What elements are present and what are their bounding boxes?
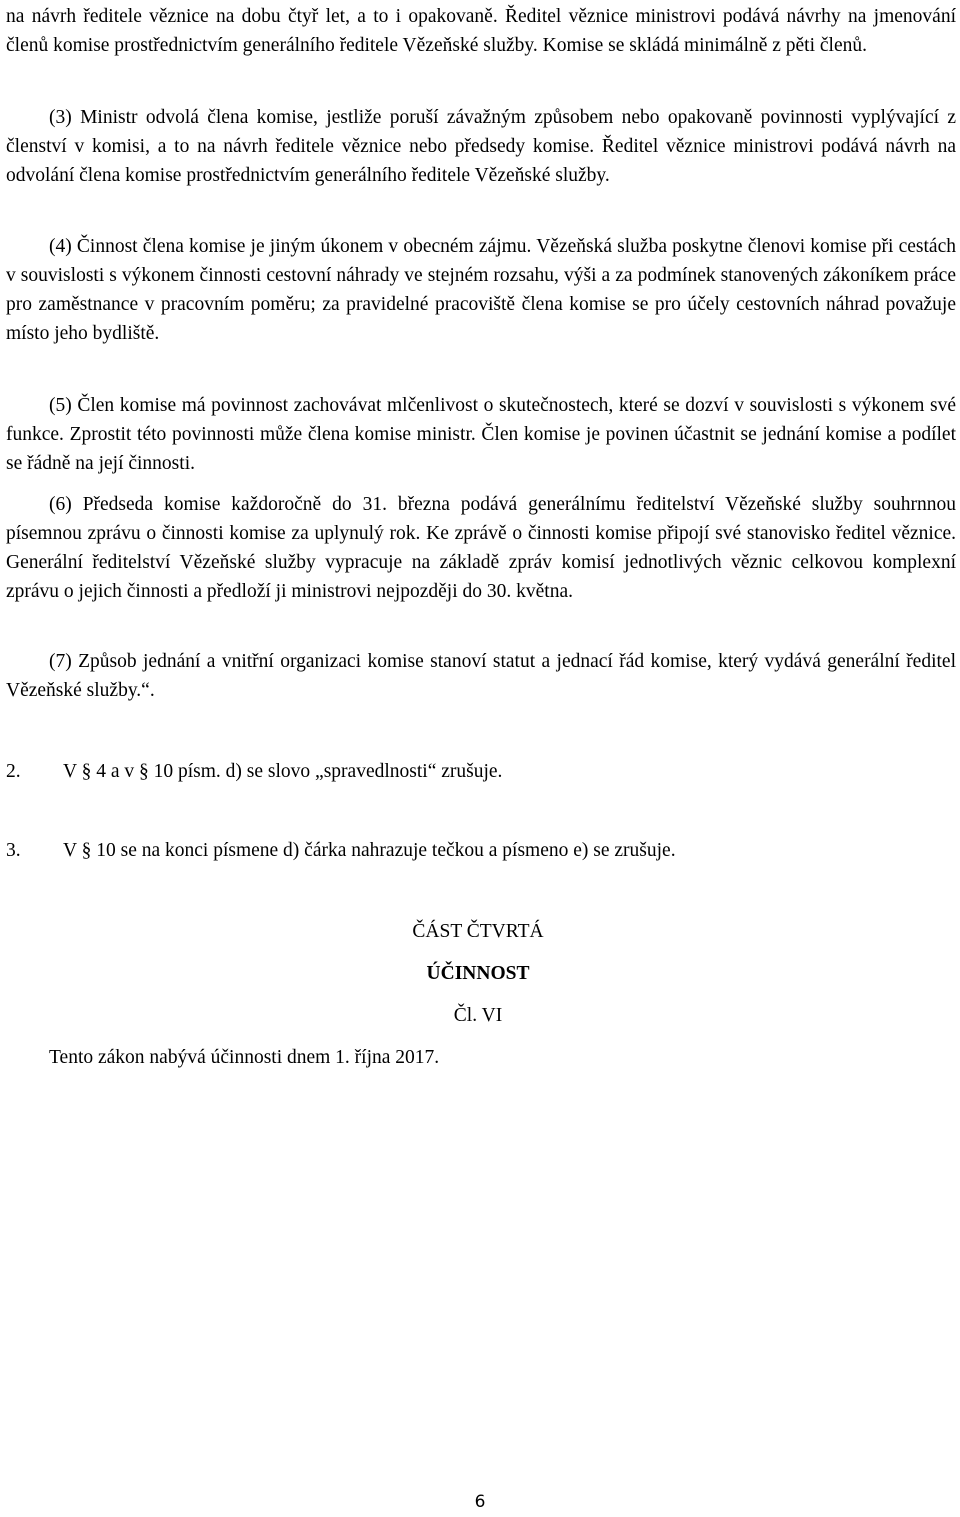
paragraph-6: (6) Předseda komise každoročně do 31. března podává generálnímu ředitelství Vězeňské služby souhrnnou písemnou zprávu o činnosti komise za uplynulý rok. Ke zprávě o činnosti komise připojí své stanovisko ředitel věznice. Generální ředitelství Vězeňské služby vypracuje na základě zpráv komisí jednotlivých věznic celkovou komplexní zprávu o jejich činnosti a předloží ji ministrovi nejpozději do 30. května.: [6, 494, 956, 602]
paragraph-intro: na návrh ředitele věznice na dobu čtyř let, a to i opakovaně. Ředitel věznice ministrovi podává návrhy na jmenování členů komise prostřednictvím generálního ředitele Vězeňské služby. Komise se skládá minimálně z pěti členů.: [6, 6, 956, 56]
part-heading: ČÁST ČTVRTÁ: [412, 921, 544, 942]
paragraph-3: (3) Ministr odvolá člena komise, jestliže poruší závažným způsobem nebo opakovaně povinnosti vyplývající z členství v komisi, a to na návrh ředitele věznice nebo předsedy komise. Ředitel věznice ministrovi podává návrh na odvolání člena komise prostřednictvím generálního ředitele Vězeňské služby.: [6, 107, 956, 186]
effective-date-statement: Tento zákon nabývá účinnosti dnem 1. října 2017.: [49, 1047, 440, 1068]
list-item: [6, 836, 676, 865]
list-item-number: 3.: [6, 840, 21, 861]
list-item-text: V § 10 se na konci písmene d) čárka nahrazuje tečkou a písmeno e) se zrušuje.: [63, 840, 676, 861]
list-item-text: V § 4 a v § 10 písm. d) se slovo „spravedlnosti“ zrušuje.: [63, 761, 503, 782]
paragraph-7: (7) Způsob jednání a vnitřní organizaci komise stanoví statut a jednací řád komise, který vydává generální ředitel Vězeňské služby.“.: [6, 651, 956, 701]
paragraph-5: (5) Člen komise má povinnost zachovávat mlčenlivost o skutečnostech, které se dozví v souvislosti s výkonem své funkce. Zprostit této povinnosti může člena komise ministr. Člen komise je povinen účastnit se jednání komise a podílet se řádně na její činnosti.: [6, 395, 956, 474]
paragraph-4: (4) Činnost člena komise je jiným úkonem v obecném zájmu. Vězeňská služba poskytne členovi komise při cestách v souvislosti s výkonem činnosti cestovní náhrady ve stejném rozsahu, výši a za podmínek stanovených zákoníkem práce pro zaměstnance v pracovním poměru; za pravidelné pracoviště člena komise se pro účely cestovních náhrad považuje místo jeho bydliště.: [6, 236, 956, 344]
part-title: ÚČINNOST: [426, 963, 530, 984]
list-item-number: 2.: [6, 761, 21, 782]
list-item: [6, 757, 502, 786]
page-number: 6: [474, 1492, 486, 1512]
article-heading: Čl. VI: [453, 1005, 503, 1026]
